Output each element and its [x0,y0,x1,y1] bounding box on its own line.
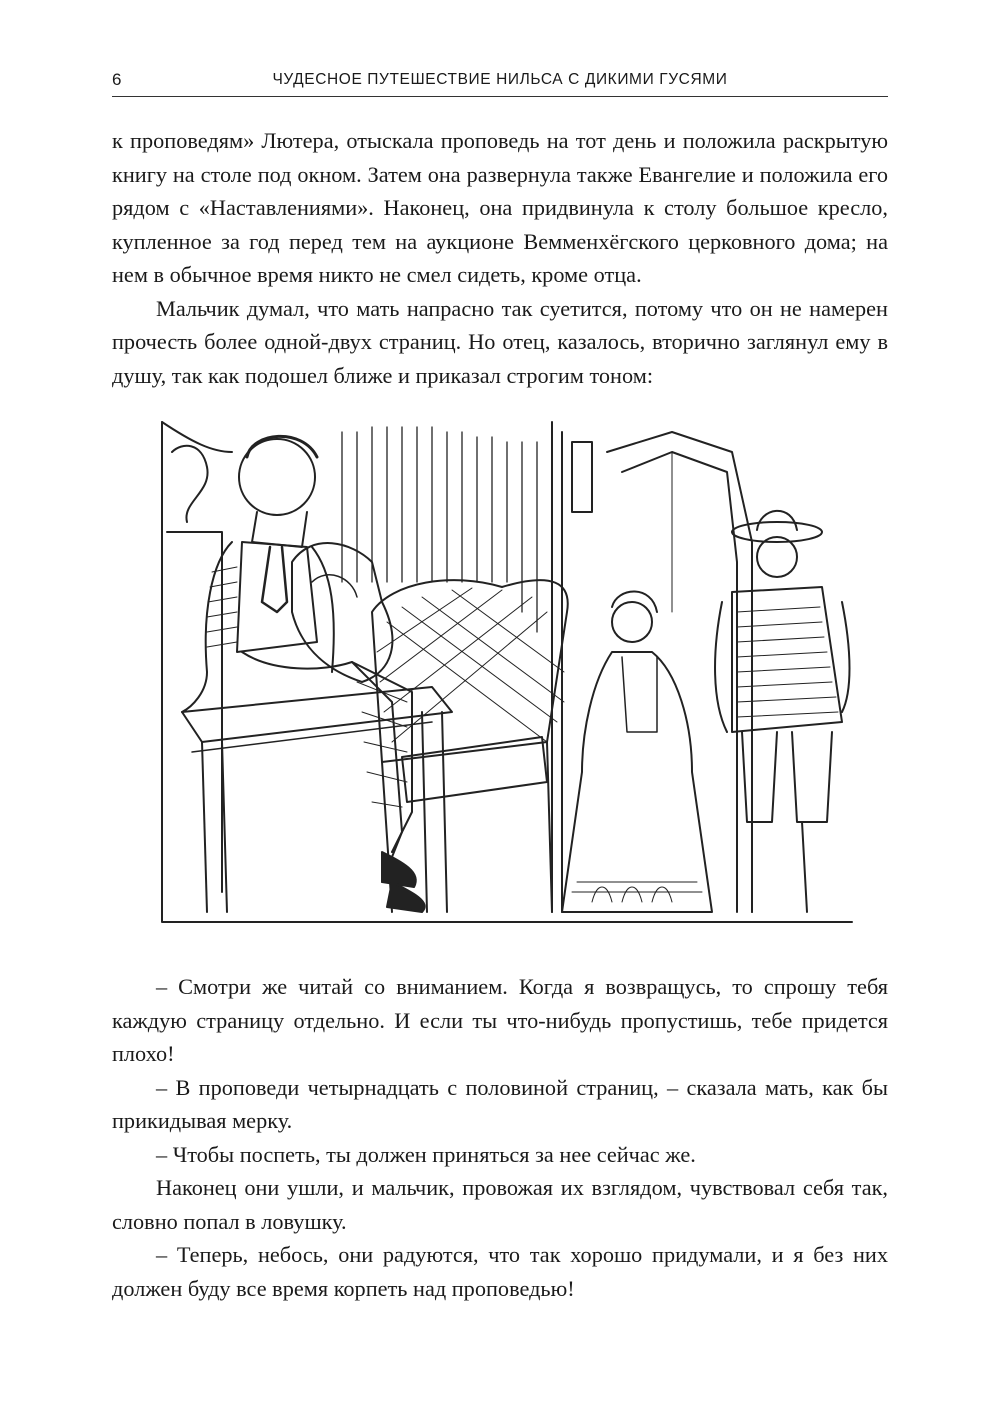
paragraph: Наконец они ушли, и мальчик, провожая их взглядом, чувствовал себя так, словно попал в ловушку. [112,1175,888,1234]
page-number: 6 [112,70,122,89]
paragraph: к проповедям» Лютера, отыскала проповедь на тот день и положила раскрытую книгу на столе под окном. Затем она развернула также Евангелие и положила его рядом с «Наставлениями». Наконец, она придвинула к столу большое кресло, купленное за год перед тем на аукционе Вемменхёгского церковного дома; на нем в обычное время никто не смел сидеть, кроме отца. [112,128,888,287]
paragraph: – Чтобы поспеть, ты должен приняться за нее сейчас же. [156,1141,696,1167]
paragraph: Мальчик думал, что мать напрасно так суетится, потому что он не намерен прочесть более одной-двух страниц. Но отец, казалось, вторично заглянул ему в душу, так как подошел ближе и приказал строгим тоном: [112,295,888,388]
body-text-top [112,124,888,392]
paragraph: – Теперь, небось, они радуются, что так хорошо придумали, и я без них должен буду все время корпеть над проповедью! [112,1242,888,1301]
illustration [152,412,860,930]
paragraph: – В проповеди четырнадцать с половиной страниц, – сказала мать, как бы прикидывая мерку. [112,1074,888,1133]
body-text-bottom [112,970,888,1305]
paragraph: – Смотри же читай со вниманием. Когда я возвращусь, то спрошу тебя каждую страницу отдельно. И если ты что-нибудь пропустишь, тебе придется плохо! [112,974,888,1066]
running-title: ЧУДЕСНОЕ ПУТЕШЕСТВИЕ НИЛЬСА С ДИКИМИ ГУСЯМИ [272,71,728,88]
running-header [112,68,888,97]
illustration-boy-on-table-parents-leaving-icon [152,412,860,930]
